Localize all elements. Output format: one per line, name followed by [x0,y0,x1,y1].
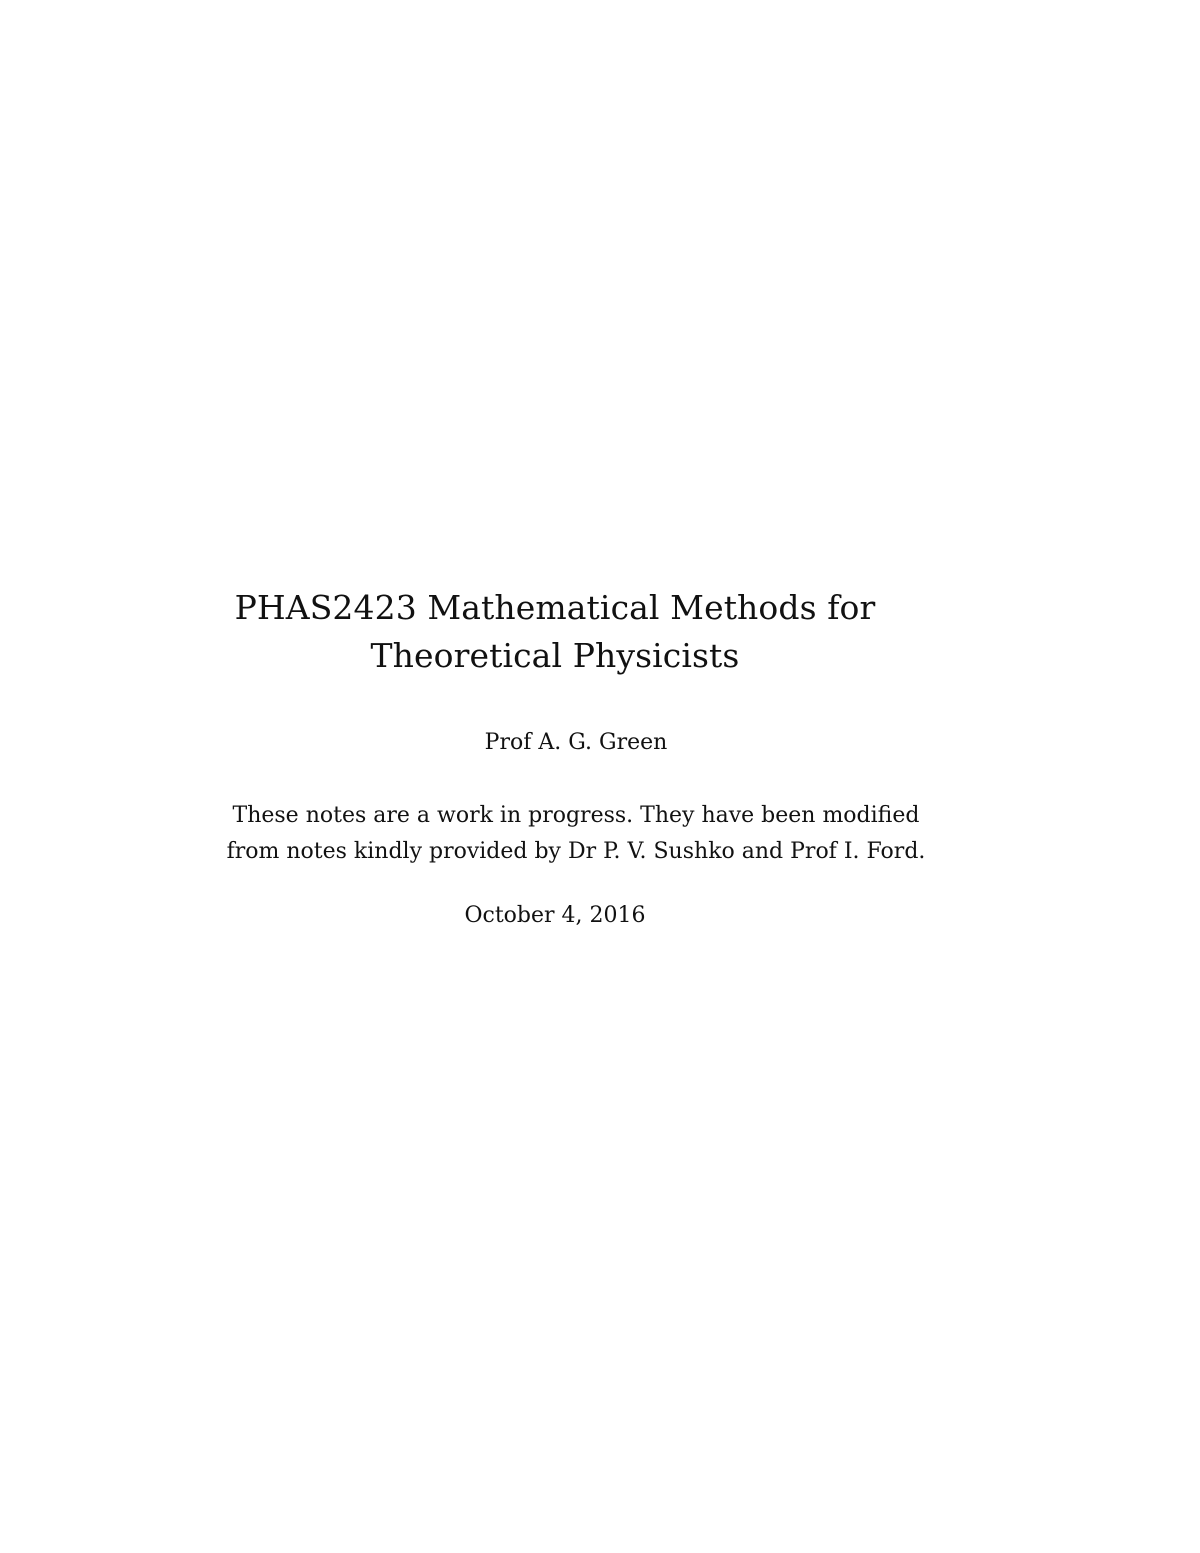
document-author: Prof A. G. Green [484,730,668,755]
document-note-line-1: These notes are a work in progress. They have been modified [232,803,920,828]
document-date: October 4, 2016 [464,903,646,928]
document-note [0,798,1152,870]
document-note-line-2: from notes kindly provided by Dr P. V. Sushko and Prof I. Ford. [226,839,926,864]
document-title-line-2: Theoretical Physicists [370,636,740,676]
document-title [0,584,1110,680]
document-title-line-1: PHAS2423 Mathematical Methods for [234,588,876,628]
